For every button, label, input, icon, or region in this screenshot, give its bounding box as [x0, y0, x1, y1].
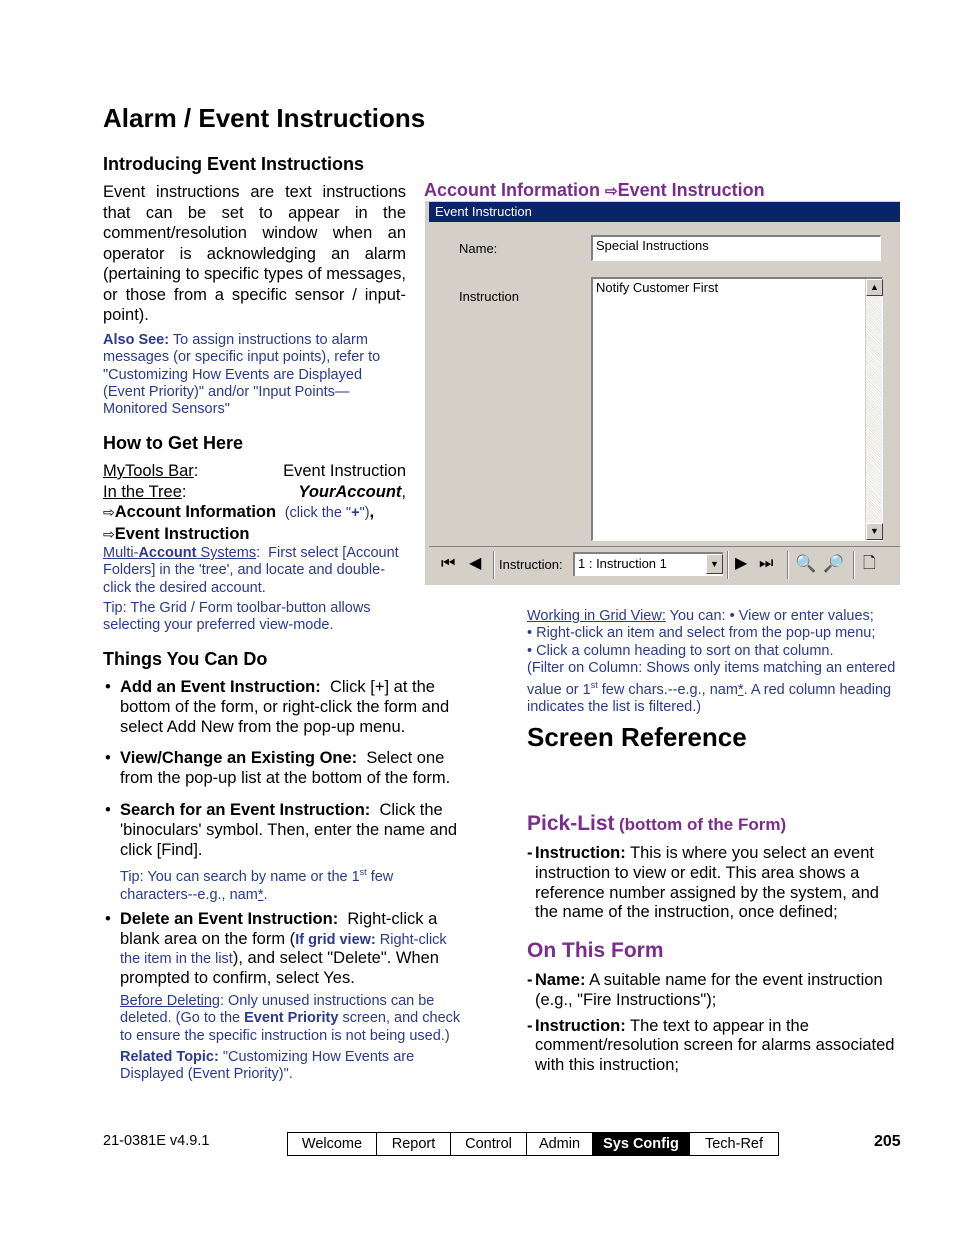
record-toolbar	[429, 546, 900, 583]
mytools-label: MyTools Bar	[103, 462, 194, 480]
scroll-up-icon[interactable]: ▲	[866, 279, 883, 296]
related-topic-note: Related Topic: "Customizing How Events are Displayed (Event Priority)".	[120, 1048, 415, 1083]
first-record-icon[interactable]: ⏮	[441, 555, 456, 572]
event-instruction-window	[423, 201, 900, 585]
list-item: - Name: A suitable name for the event instruction (e.g., "Fire Instructions");	[527, 971, 902, 1011]
name-field[interactable]: Special Instructions	[591, 235, 881, 261]
page-title: Alarm / Event Instructions	[103, 103, 426, 133]
mytools-line: MyTools Bar: Event Instruction	[103, 462, 406, 480]
binoculars-icon[interactable]: 🔍	[795, 554, 817, 573]
list-item: • View/Change an Existing One: Select one from the pop-up list at the bottom of the form.	[103, 749, 465, 789]
nav-tech-ref[interactable]: Tech-Ref	[704, 1136, 764, 1152]
list-item: - Instruction: The text to appear in the comment/resolution screen for alarms associated with this instruction;	[527, 1017, 902, 1076]
chevron-down-icon[interactable]: ▼	[706, 554, 723, 574]
footer-nav	[287, 1132, 779, 1156]
toolbar-instruction-label: Instruction:	[499, 557, 563, 572]
last-record-icon[interactable]: ⏭	[759, 555, 774, 572]
toolbar-separator	[727, 551, 729, 579]
screenshot-caption: Account Information ⇨Event Instruction	[424, 180, 765, 200]
list-item: • Delete an Event Instruction: Right-click a blank area on the form (If grid view: Right-click the item in the list), and select "Delete". When prompted to confirm, select Yes.	[103, 910, 465, 989]
instruction-label: Instruction	[459, 289, 519, 304]
list-item: • Search for an Event Instruction: Click the 'binoculars' symbol. Then, enter the name and click [Find].	[103, 801, 465, 860]
name-label: Name:	[459, 241, 498, 256]
doc-id: 21-0381E v4.9.1	[103, 1133, 210, 1149]
pick-list-heading: Pick-List (bottom of the Form)	[527, 812, 787, 835]
next-record-icon[interactable]: ▶	[735, 555, 748, 572]
grid-view-label: Working in Grid View:	[527, 608, 666, 624]
things-list-wrap	[103, 678, 465, 1083]
also-see-label: Also See:	[103, 332, 170, 348]
event-instruction-link: Event Instruction	[114, 524, 250, 543]
nav-report[interactable]: Report	[377, 1133, 451, 1155]
grid-form-tip: Tip: The Grid / Form toolbar-button allows selecting your preferred view-mode.	[103, 600, 371, 634]
toolbar-separator	[787, 551, 789, 579]
prev-record-icon[interactable]: ◀	[469, 555, 482, 572]
nav-control[interactable]: Control	[451, 1133, 527, 1155]
list-item: - Instruction: This is where you select an event instruction to view or edit. This area shows a reference number assigned by the system, and the name of the instruction, once defined;	[527, 844, 897, 923]
instruction-picklist[interactable]	[573, 552, 723, 576]
scroll-down-icon[interactable]: ▼	[866, 523, 883, 540]
arrow-icon: ⇨	[605, 183, 618, 200]
event-instruction-line	[103, 524, 406, 545]
things-heading: Things You Can Do	[103, 649, 268, 669]
nav-admin[interactable]: Admin	[527, 1133, 593, 1155]
arrow-icon: ⇨	[103, 525, 115, 542]
intro-heading: Introducing Event Instructions	[103, 154, 365, 174]
picklist-selected: 1 : Instruction 1	[578, 556, 667, 571]
how-to-heading: How to Get Here	[103, 433, 244, 453]
on-this-form-heading: On This Form	[527, 939, 664, 962]
vertical-scrollbar[interactable]	[865, 279, 882, 540]
page-number: 205	[874, 1133, 901, 1150]
how-to-block	[103, 461, 406, 544]
account-info-line: ⇨Account Information (click the "+"),	[103, 503, 375, 521]
grid-view-note: Working in Grid View: You can: • View or enter values; • Right-click an item and select from the pop-up menu; • Click a column heading to sort on that column. (Filter on Column: Shows only items matching an entered value or 1st few chars.--e.g., nam*. A red column heading indicates the list is filtered.)	[527, 608, 896, 716]
tree-label: In the Tree	[103, 482, 182, 501]
window-title: Event Instruction	[429, 202, 900, 222]
mytools-value: Event Instruction	[283, 462, 406, 480]
toolbar-separator	[853, 551, 855, 579]
things-list-2	[103, 910, 465, 989]
also-see-text: To assign instructions to alarm messages (or specific input points), refer to "Customizing How Events are Displayed (Event Priority)" and/or "Input Points—Monitored Sensors"	[103, 332, 381, 418]
tree-line: In the Tree: YourAccount,	[103, 482, 406, 501]
arrow-icon: ⇨	[103, 504, 115, 520]
multi-account-note: Multi-Account Systems: First select [Account Folders] in the 'tree', and locate and double-click the desired account.	[103, 545, 399, 596]
list-item: • Add an Event Instruction: Click [+] at the bottom of the form, or right-click the form and select Add New from the pop-up menu.	[103, 678, 465, 737]
nav-sys-config[interactable]: Sys Config	[593, 1133, 690, 1155]
pick-list-items	[527, 844, 897, 923]
also-see-note	[103, 332, 403, 418]
things-list	[103, 678, 465, 860]
tree-value: YourAccount	[298, 482, 402, 501]
screen-reference-heading: Screen Reference	[527, 722, 747, 752]
form-items	[527, 971, 902, 1076]
instruction-textarea[interactable]	[591, 277, 883, 541]
multi-account-text: First select [Account Folders] in the 'tree', and locate and double-click the desired account.	[103, 545, 399, 596]
toolbar-separator	[493, 551, 495, 579]
nav-welcome[interactable]: Welcome	[288, 1133, 377, 1155]
binoculars-next-icon[interactable]: 🔎	[823, 554, 845, 573]
new-record-icon[interactable]: 🗋	[863, 555, 876, 572]
account-info-link: Account Information	[114, 503, 277, 521]
instruction-text: Notify Customer First	[596, 280, 719, 295]
search-tip: Tip: You can search by name or the 1st few characters--e.g., nam*.	[120, 867, 394, 903]
intro-text: Event instructions are text instructions that can be set to appear in the comment/resolution window when an operator is acknowledging an alarm (pertaining to specific types of messages, or those from a specific sensor / input-point).	[103, 183, 406, 324]
before-deleting-note: Before Deleting: Only unused instructions can be deleted. (Go to the Event Priority screen, and check to ensure the specific instruction is not being used.)	[120, 992, 461, 1044]
